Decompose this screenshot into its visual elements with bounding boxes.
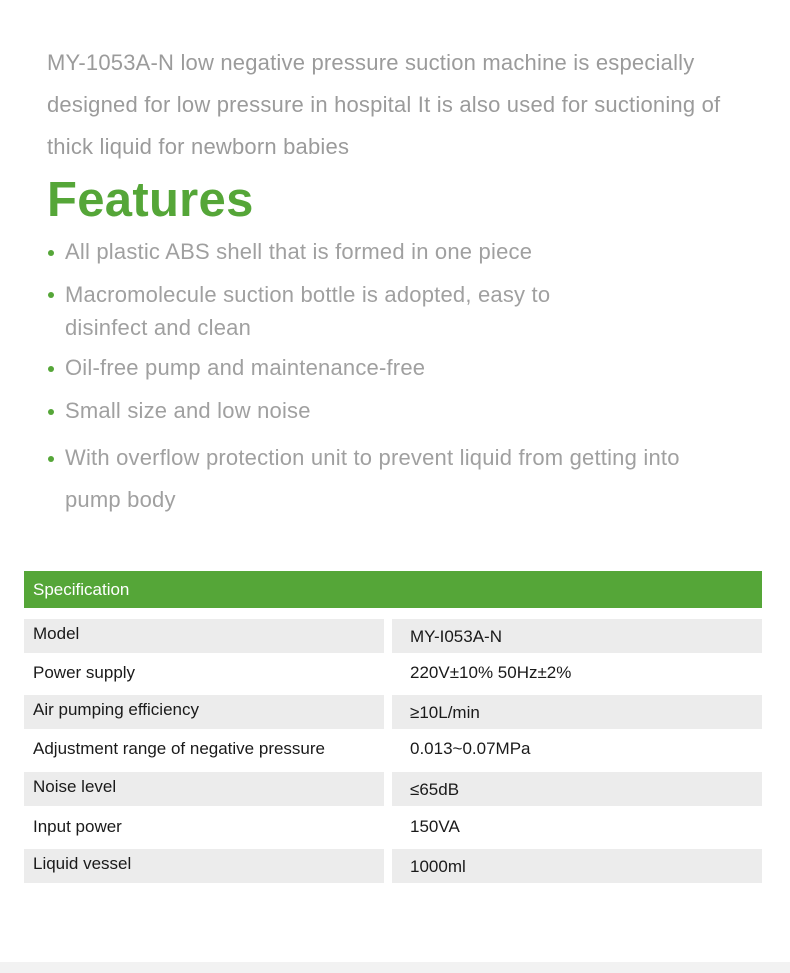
bottom-divider bbox=[0, 962, 790, 973]
table-row bbox=[24, 658, 762, 692]
bullet-icon bbox=[48, 409, 54, 415]
spec-value: 0.013~0.07MPa bbox=[410, 739, 531, 758]
feature-text: disinfect and clean bbox=[65, 315, 252, 340]
feature-text: Oil-free pump and maintenance-free bbox=[65, 355, 426, 380]
table-row bbox=[24, 849, 762, 883]
spec-value: 150VA bbox=[410, 817, 460, 836]
spec-name: Adjustment range of negative pressure bbox=[33, 739, 326, 758]
specification-header: Specification bbox=[24, 571, 762, 608]
spec-name: Power supply bbox=[33, 663, 136, 682]
feature-item bbox=[47, 238, 765, 266]
spec-name: Model bbox=[24, 619, 384, 653]
table-row bbox=[24, 619, 762, 653]
spec-value: MY-I053A-N bbox=[392, 619, 762, 653]
specification-table bbox=[24, 571, 762, 876]
spec-name: Input power bbox=[33, 817, 122, 836]
feature-text: Macromolecule suction bottle is adopted, easy to bbox=[65, 282, 551, 307]
feature-text: pump body bbox=[65, 487, 176, 512]
spec-value: ≥10L/min bbox=[392, 695, 762, 729]
table-row bbox=[24, 812, 762, 846]
feature-item bbox=[47, 397, 765, 425]
product-description: MY-1053A-N low negative pressure suction machine is especially designed for low pressure in hospital It is also used for suctioning of thick liquid for newborn babies bbox=[47, 50, 721, 159]
feature-text: With overflow protection unit to prevent liquid from getting into bbox=[65, 445, 680, 470]
feature-item bbox=[47, 437, 765, 521]
table-row bbox=[24, 734, 762, 768]
feature-text: All plastic ABS shell that is formed in one piece bbox=[65, 239, 533, 264]
bullet-icon bbox=[48, 456, 54, 462]
feature-text: Small size and low noise bbox=[65, 398, 311, 423]
spec-name: Noise level bbox=[24, 772, 384, 806]
spec-value: 1000ml bbox=[392, 849, 762, 883]
spec-value: ≤65dB bbox=[392, 772, 762, 806]
bullet-icon bbox=[48, 292, 54, 298]
feature-item bbox=[47, 278, 765, 344]
spec-name: Air pumping efficiency bbox=[24, 695, 384, 729]
feature-item bbox=[47, 354, 765, 382]
features-heading: Features bbox=[47, 173, 254, 227]
table-row bbox=[24, 695, 762, 729]
table-row bbox=[24, 772, 762, 806]
bullet-icon bbox=[48, 366, 54, 372]
spec-value: 220V±10% 50Hz±2% bbox=[410, 663, 572, 682]
spec-name: Liquid vessel bbox=[24, 849, 384, 883]
bullet-icon bbox=[48, 250, 54, 256]
